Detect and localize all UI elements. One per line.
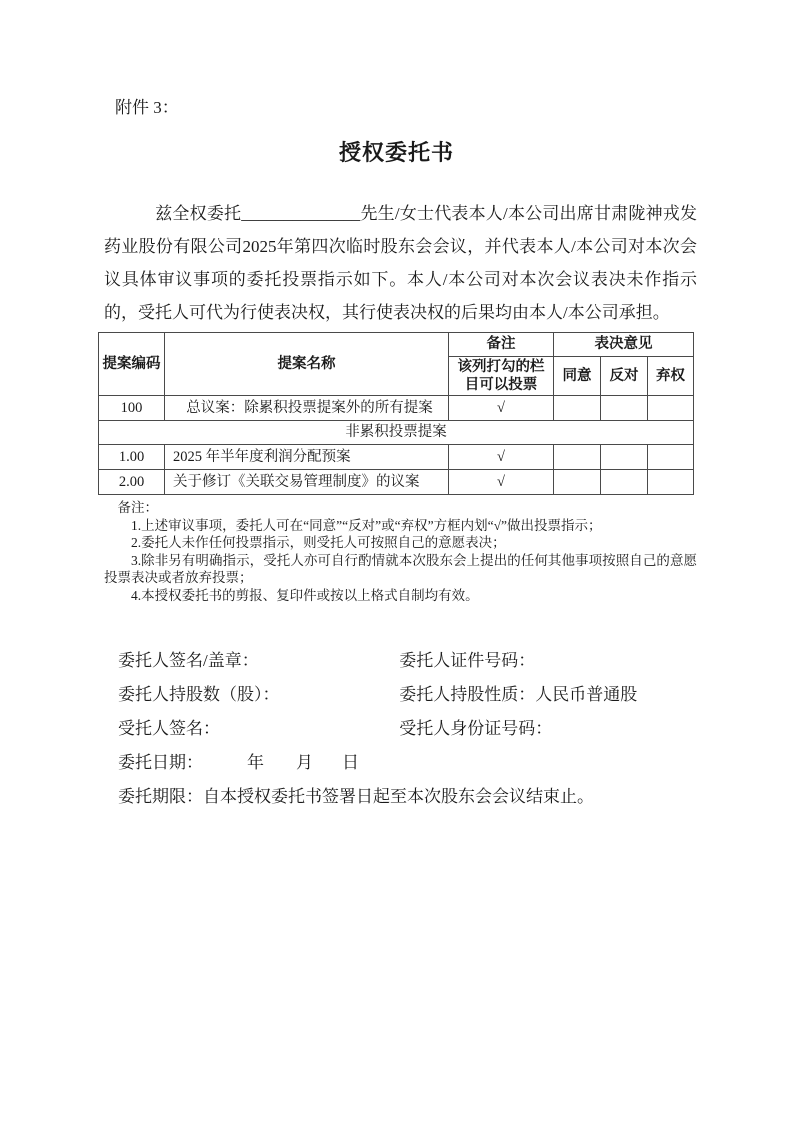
signature-date-row xyxy=(118,752,733,774)
proposal-name-cell: 2025 年半年度利润分配预案 xyxy=(165,445,449,470)
date-day-label: 日 xyxy=(342,753,359,772)
proxy-name-blank: ______________ xyxy=(241,204,361,223)
signature-row-1 xyxy=(118,650,733,672)
signature-row-2 xyxy=(118,684,733,706)
notes-label: 备注： xyxy=(117,500,158,515)
intro-text-before: 兹全权委托 xyxy=(155,204,242,223)
table-row-general-proposal xyxy=(99,396,694,421)
remark-check-cell: √ xyxy=(449,396,554,421)
remark-check-cell: √ xyxy=(449,470,554,495)
vote-agree-cell xyxy=(554,445,601,470)
section-row-label: 非累积投票提案 xyxy=(99,421,694,445)
date-label: 委托日期： xyxy=(118,753,203,772)
vote-abstain-cell xyxy=(648,470,694,495)
signature-period-row xyxy=(118,786,733,808)
signature-block xyxy=(118,650,733,808)
signature-row-3 xyxy=(118,718,733,740)
notes-block xyxy=(104,499,697,604)
header-abstain: 弃权 xyxy=(648,357,694,396)
vote-abstain-cell xyxy=(648,396,694,421)
header-proposal-name: 提案名称 xyxy=(165,333,449,396)
page-title: 授权委托书 xyxy=(338,140,454,165)
proposal-code-cell: 1.00 xyxy=(99,445,165,470)
note-item-2: 2.委托人未作任何投票指示，则受托人可按照自己的意愿表决； xyxy=(131,535,506,550)
vote-against-cell xyxy=(601,445,648,470)
header-against: 反对 xyxy=(601,357,648,396)
header-remark-sub: 该列打勾的栏目可以投票 xyxy=(449,357,554,396)
date-month-label: 月 xyxy=(296,753,313,772)
header-proposal-code: 提案编码 xyxy=(99,333,165,396)
note-item-3: 3.除非另有明确指示，受托人亦可自行酌情就本次股东会上提出的任何其他事项按照自己的意愿投票表决或者放弃投票； xyxy=(104,552,697,585)
attachment-label: 附件 3： xyxy=(115,98,179,117)
vote-agree-cell xyxy=(554,396,601,421)
header-agree: 同意 xyxy=(554,357,601,396)
proposal-name-cell: 关于修订《关联交易管理制度》的议案 xyxy=(165,470,449,495)
table-section-row xyxy=(99,421,694,445)
vote-against-cell xyxy=(601,396,648,421)
vote-abstain-cell xyxy=(648,445,694,470)
remark-check-cell: √ xyxy=(449,445,554,470)
trustee-id-number-label: 受托人身份证号码： xyxy=(399,719,553,738)
header-vote-opinion: 表决意见 xyxy=(554,333,694,357)
principal-signature-label: 委托人签名/盖章： xyxy=(118,651,259,670)
table-header-row-1 xyxy=(99,333,694,357)
principal-share-type-label: 委托人持股性质：人民币普通股 xyxy=(399,685,638,704)
proposal-code-cell: 2.00 xyxy=(99,470,165,495)
principal-id-number-label: 委托人证件号码： xyxy=(399,651,536,670)
proposal-code-cell: 100 xyxy=(99,396,165,421)
proposals-table xyxy=(98,332,694,495)
intro-text-after: 先生/女士代表本人/本公司出席甘肃陇神戎发药业股份有限公司2025年第四次临时股东会会议，并代表本人/本公司对本次会议具体审议事项的委托投票指示如下。本人/本公司对本次会议表决未作指示的，受托人可代为行使表决权，其行使表决权的后果均由本人/本公司承担。 xyxy=(104,204,697,322)
trustee-signature-label: 受托人签名： xyxy=(118,719,220,738)
proxy-period-label: 委托期限：自本授权委托书签署日起至本次股东会会议结束止。 xyxy=(118,787,594,806)
note-item-4: 4.本授权委托书的剪报、复印件或按以上格式自制均有效。 xyxy=(131,587,479,603)
date-year-label: 年 xyxy=(247,753,264,772)
proposal-name-cell: 总议案：除累积投票提案外的所有提案 xyxy=(165,396,449,421)
principal-shares-label: 委托人持股数（股）： xyxy=(118,685,280,704)
table-row-proposal-2 xyxy=(99,470,694,495)
intro-paragraph xyxy=(104,197,697,329)
header-remark: 备注 xyxy=(449,333,554,357)
vote-agree-cell xyxy=(554,470,601,495)
vote-against-cell xyxy=(601,470,648,495)
note-item-1: 1.上述审议事项，委托人可在“同意”“反对”或“弃权”方框内划“√”做出投票指示； xyxy=(131,517,602,533)
table-row-proposal-1 xyxy=(99,445,694,470)
